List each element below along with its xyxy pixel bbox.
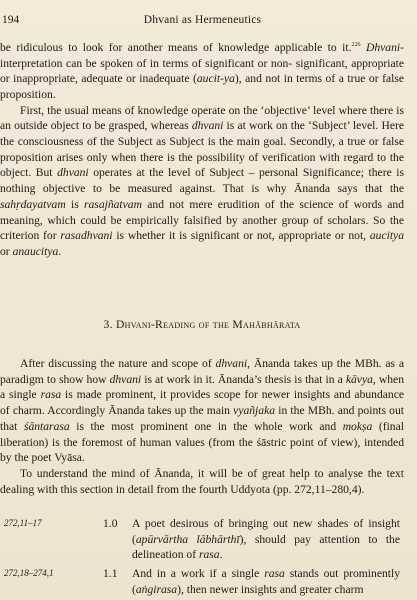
page-header [2, 14, 403, 30]
margin-reference: 272,18–274,1 [4, 568, 54, 578]
running-title: Dhvani as Hermeneutics [143, 14, 262, 26]
entry-text: And in a work if a single rasa stands out prominently (aṅgirasa), then newer insights and greater charm [132, 567, 401, 596]
entry-number: 1.0 [103, 517, 118, 530]
margin-reference: 272,11–17 [4, 518, 42, 528]
body-text-top [0, 38, 404, 260]
section-heading: 3. Dhvani-Reading of the Mahābhārata [103, 318, 301, 331]
page-number: 194 [2, 14, 20, 26]
body-text-section [0, 356, 404, 497]
footnote-marker: 226 [351, 42, 361, 48]
paragraph-after-discussing: After discussing the nature and scope of dhvani, Ānanda takes up the MBh. as a paradigm to show how dhvani is at work in it. Ānanda’s thesis is that in a kāvya, when a single rasa is made prominent, it provides scope for newer insights and abundance of charm. Accordingly Ānanda takes up the main vyañjaka in the MBh. and points out that śāntarasa is the most prominent one in the whole work and mokṣa (final liberation) is the foremost of human values (from the śāstric point of view), intended by the poet Vyāsa. [0, 357, 404, 465]
entry-text: A poet desirous of bringing out new shades of insight (apūrvārtha lābhārthī), should pay attention to the delineation of rasa. [132, 517, 400, 562]
paragraph-to-understand: To understand the mind of Ānanda, it will be of great help to analyse the text dealing with this section in detail from the fourth Uddyota (pp. 272,11–280,4). [0, 466, 404, 496]
paragraph-continuation: be ridiculous to look for another means of knowledge applicable to it.$^{226}$ Dhvani-interpretation can be spoken of in terms of significant or non- significant, appropriate or inappropriate, adequate or inadequate (aucit-ya), and not in terms of a true or false proposition. [0, 40, 404, 101]
paragraph-first-usual-means: First, the usual means of knowledge operate on the ‘objective’ level where there is an outside object to be grasped, whereas dhvani is at work on the ‘Subject’ level. Here the consciousness of the Subject as Subject is the main goal. Secondly, a true or false proposition arises only when there is the possibility of verification with regard to the object. But dhvani operates at the level of Subject – personal Significance; there is nothing objective to be measured against. That is why Ānanda says that the sahṛdayatvam is rasajñatvam and not mere erudition of the science of words and meaning, which could be empirically falsified by another group of scholars. So the criterion for rasadhvani is whether it is significant or not, appropriate or not, aucitya or anaucitya. [0, 103, 404, 258]
entry-number: 1.1 [103, 567, 118, 580]
